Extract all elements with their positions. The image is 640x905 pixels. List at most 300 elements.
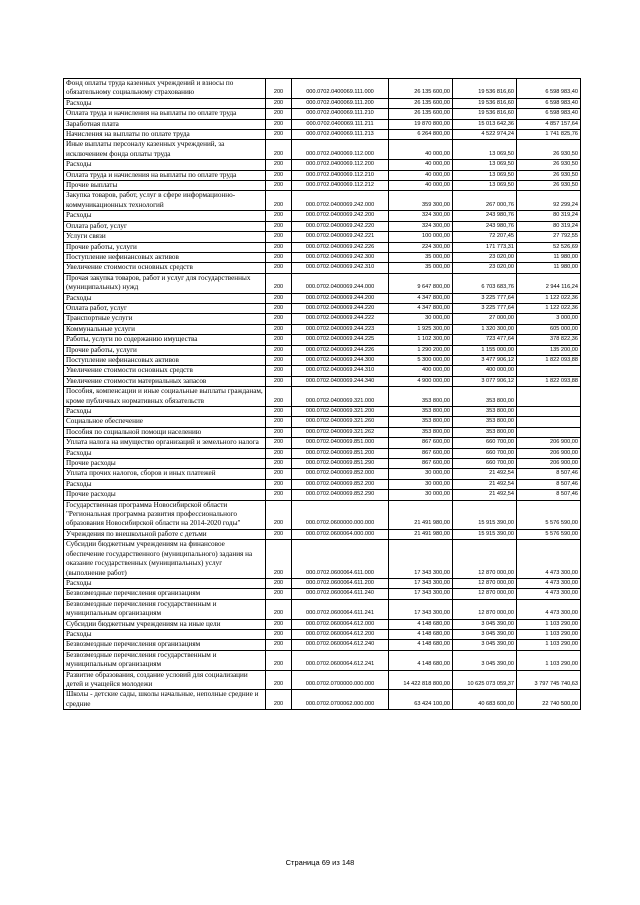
approved-amount-cell: 40 000,00 [389,140,453,160]
row-kbk-cell: 000.0702.0400069.852.000 [292,469,389,479]
row-kbk-cell: 000.0702.0400069.111.213 [292,130,389,140]
approved-amount-cell: 324 300,00 [389,211,453,221]
remaining-amount-cell: 11 980,00 [517,252,581,262]
row-code-cell: 200 [266,376,292,386]
remaining-amount-cell: 5 576 590,00 [517,500,581,529]
approved-amount-cell: 26 135 600,00 [389,98,453,108]
row-name-cell: Прочие выплаты [64,181,266,191]
remaining-amount-cell: 206 900,00 [517,438,581,448]
approved-amount-cell: 4 148 680,00 [389,629,453,639]
row-name-cell: Увеличение стоимости основных средств [64,263,266,273]
row-kbk-cell: 000.0702.0400069.242.200 [292,211,389,221]
table-row [64,438,581,448]
remaining-amount-cell [517,387,581,407]
row-kbk-cell: 000.0702.0600064.612.240 [292,640,389,650]
table-row [64,629,581,639]
table-row [64,387,581,407]
remaining-amount-cell: 135 200,00 [517,345,581,355]
row-name-cell: Прочие расходы [64,490,266,500]
executed-amount-cell: 13 069,50 [453,181,517,191]
row-name-cell: Школы - детские сады, школы начальные, неполные средние и средние [64,690,266,710]
table-row [64,293,581,303]
approved-amount-cell: 26 135 600,00 [389,79,453,99]
row-name-cell: Прочие работы, услуги [64,345,266,355]
executed-amount-cell: 353 800,00 [453,417,517,427]
table-row [64,232,581,242]
executed-amount-cell: 12 870 000,00 [453,578,517,588]
row-kbk-cell: 000.0702.0400069.242.000 [292,191,389,211]
table-row [64,181,581,191]
executed-amount-cell: 13 069,50 [453,160,517,170]
row-code-cell: 200 [266,438,292,448]
row-name-cell: Транспортные услуги [64,314,266,324]
row-kbk-cell: 000.0702.0700000.000.000 [292,670,389,690]
row-name-cell: Оплата работ, услуг [64,221,266,231]
executed-amount-cell: 243 980,76 [453,211,517,221]
remaining-amount-cell: 92 299,24 [517,191,581,211]
approved-amount-cell: 1 925 300,00 [389,324,453,334]
row-name-cell: Расходы [64,211,266,221]
table-row [64,366,581,376]
row-name-cell: Увеличение стоимости материальных запасов [64,376,266,386]
row-name-cell: Расходы [64,293,266,303]
executed-amount-cell: 19 536 816,60 [453,79,517,99]
table-row [64,273,581,293]
remaining-amount-cell: 1 103 290,00 [517,650,581,670]
executed-amount-cell: 12 870 000,00 [453,589,517,599]
row-code-cell: 200 [266,670,292,690]
row-code-cell: 200 [266,417,292,427]
remaining-amount-cell: 6 598 983,40 [517,79,581,99]
row-kbk-cell: 000.0702.0600064.612.000 [292,619,389,629]
row-kbk-cell: 000.0702.0400069.244.222 [292,314,389,324]
executed-amount-cell: 27 000,00 [453,314,517,324]
executed-amount-cell: 660 700,00 [453,459,517,469]
approved-amount-cell: 4 347 800,00 [389,303,453,313]
row-kbk-cell: 000.0702.0400069.112.200 [292,160,389,170]
row-code-cell: 200 [266,469,292,479]
remaining-amount-cell: 8 507,46 [517,469,581,479]
executed-amount-cell: 12 870 000,00 [453,540,517,579]
table-row [64,540,581,579]
row-code-cell: 200 [266,160,292,170]
row-name-cell: Оплата работ, услуг [64,303,266,313]
table-row [64,640,581,650]
executed-amount-cell: 19 536 816,60 [453,98,517,108]
row-kbk-cell: 000.0702.0400069.244.223 [292,324,389,334]
row-name-cell: Развитие образования, создание условий для социализации детей и учащейся молодежи [64,670,266,690]
remaining-amount-cell: 26 930,50 [517,140,581,160]
budget-execution-table-container [63,78,580,710]
approved-amount-cell: 353 800,00 [389,407,453,417]
row-code-cell: 200 [266,540,292,579]
remaining-amount-cell: 11 980,00 [517,263,581,273]
row-code-cell: 200 [266,242,292,252]
row-code-cell: 200 [266,335,292,345]
row-code-cell: 200 [266,650,292,670]
approved-amount-cell: 14 422 818 800,00 [389,670,453,690]
remaining-amount-cell: 26 930,50 [517,181,581,191]
remaining-amount-cell: 1 103 290,00 [517,629,581,639]
row-kbk-cell: 000.0702.0600064.612.241 [292,650,389,670]
row-code-cell: 200 [266,170,292,180]
row-name-cell: Уплата налога на имущество организаций и земельного налога [64,438,266,448]
row-code-cell: 200 [266,500,292,529]
approved-amount-cell: 324 300,00 [389,221,453,231]
approved-amount-cell: 17 343 300,00 [389,540,453,579]
executed-amount-cell: 723 477,64 [453,335,517,345]
row-name-cell: Уплата прочих налогов, сборов и иных платежей [64,469,266,479]
executed-amount-cell: 13 069,50 [453,140,517,160]
row-name-cell: Работы, услуги по содержанию имущества [64,335,266,345]
approved-amount-cell: 6 264 800,00 [389,130,453,140]
row-kbk-cell: 000.0702.0400069.244.340 [292,376,389,386]
row-kbk-cell: 000.0702.0400069.321.260 [292,417,389,427]
remaining-amount-cell: 4 473 300,00 [517,540,581,579]
row-code-cell: 200 [266,303,292,313]
row-kbk-cell: 000.0702.0400069.111.210 [292,109,389,119]
row-name-cell: Безвозмездные перечисления государственным и муниципальным организациям [64,650,266,670]
row-name-cell: Расходы [64,448,266,458]
row-code-cell: 200 [266,448,292,458]
remaining-amount-cell: 6 598 983,40 [517,98,581,108]
row-kbk-cell: 000.0702.0400069.244.226 [292,345,389,355]
executed-amount-cell: 6 703 683,76 [453,273,517,293]
row-name-cell: Расходы [64,98,266,108]
approved-amount-cell: 224 300,00 [389,242,453,252]
row-kbk-cell: 000.0702.0600064.611.000 [292,540,389,579]
table-row [64,324,581,334]
table-row [64,140,581,160]
remaining-amount-cell: 8 507,46 [517,479,581,489]
remaining-amount-cell: 1 822 093,88 [517,376,581,386]
approved-amount-cell: 30 000,00 [389,479,453,489]
row-name-cell: Поступление нефинансовых активов [64,355,266,365]
row-name-cell: Коммунальные услуги [64,324,266,334]
page-number: Страница 69 из 148 [285,858,355,867]
row-kbk-cell: 000.0702.0400069.242.220 [292,221,389,231]
row-code-cell: 200 [266,293,292,303]
approved-amount-cell: 26 135 600,00 [389,109,453,119]
approved-amount-cell: 4 148 680,00 [389,640,453,650]
row-name-cell: Безвозмездные перечисления организациям [64,640,266,650]
table-row [64,529,581,539]
executed-amount-cell: 72 207,45 [453,232,517,242]
row-name-cell: Расходы [64,629,266,639]
row-code-cell: 200 [266,459,292,469]
row-code-cell: 200 [266,589,292,599]
row-name-cell: Расходы [64,407,266,417]
row-name-cell: Фонд оплаты труда казенных учреждений и взносы по обязательному социальному страхованию [64,79,266,99]
row-code-cell: 200 [266,140,292,160]
approved-amount-cell: 17 343 300,00 [389,599,453,619]
executed-amount-cell: 3 477 906,12 [453,355,517,365]
row-name-cell: Учреждения по внешкольной работе с детьми [64,529,266,539]
row-kbk-cell: 000.0702.0400069.244.000 [292,273,389,293]
table-row [64,589,581,599]
table-row [64,130,581,140]
table-row [64,599,581,619]
approved-amount-cell: 40 000,00 [389,181,453,191]
approved-amount-cell: 100 000,00 [389,232,453,242]
executed-amount-cell: 15 915 390,00 [453,500,517,529]
executed-amount-cell: 15 013 642,36 [453,119,517,129]
row-kbk-cell: 000.0702.0600064.000.000 [292,529,389,539]
table-row [64,211,581,221]
row-code-cell: 200 [266,98,292,108]
approved-amount-cell: 867 600,00 [389,459,453,469]
approved-amount-cell: 21 491 980,00 [389,529,453,539]
approved-amount-cell: 4 148 680,00 [389,650,453,670]
approved-amount-cell: 867 600,00 [389,438,453,448]
row-kbk-cell: 000.0702.0400069.111.211 [292,119,389,129]
row-kbk-cell: 000.0702.0600000.000.000 [292,500,389,529]
remaining-amount-cell: 1 822 093,88 [517,355,581,365]
remaining-amount-cell: 206 900,00 [517,448,581,458]
approved-amount-cell: 867 600,00 [389,448,453,458]
remaining-amount-cell [517,417,581,427]
row-code-cell: 200 [266,181,292,191]
approved-amount-cell: 5 300 000,00 [389,355,453,365]
row-kbk-cell: 000.0702.0600064.611.241 [292,599,389,619]
row-code-cell: 200 [266,619,292,629]
row-kbk-cell: 000.0702.0600064.611.200 [292,578,389,588]
row-kbk-cell: 000.0702.0400069.244.300 [292,355,389,365]
remaining-amount-cell: 1 103 290,00 [517,619,581,629]
approved-amount-cell: 40 000,00 [389,170,453,180]
row-code-cell: 200 [266,109,292,119]
executed-amount-cell: 23 020,00 [453,252,517,262]
row-kbk-cell: 000.0702.0400069.244.220 [292,303,389,313]
executed-amount-cell: 3 045 390,00 [453,640,517,650]
row-code-cell: 200 [266,599,292,619]
row-kbk-cell: 000.0702.0600064.612.200 [292,629,389,639]
row-code-cell: 200 [266,263,292,273]
approved-amount-cell: 1 290 200,00 [389,345,453,355]
row-kbk-cell: 000.0702.0400069.321.262 [292,427,389,437]
approved-amount-cell: 359 300,00 [389,191,453,211]
row-name-cell: Расходы [64,578,266,588]
table-row [64,242,581,252]
row-code-cell: 200 [266,221,292,231]
row-name-cell: Увеличение стоимости основных средств [64,366,266,376]
remaining-amount-cell: 26 930,50 [517,160,581,170]
executed-amount-cell: 3 045 390,00 [453,629,517,639]
row-name-cell: Безвозмездные перечисления государственным и муниципальным организациям [64,599,266,619]
row-name-cell: Государственная программа Новосибирской области "Региональная программа развития профессионального образования Новосибирской области на 2014-2020 годы" [64,500,266,529]
approved-amount-cell: 1 102 300,00 [389,335,453,345]
table-row [64,345,581,355]
executed-amount-cell: 21 492,54 [453,479,517,489]
row-code-cell: 200 [266,407,292,417]
row-code-cell: 200 [266,119,292,129]
row-kbk-cell: 000.0702.0400069.111.000 [292,79,389,99]
row-kbk-cell: 000.0702.0400069.851.000 [292,438,389,448]
row-name-cell: Начисления на выплаты по оплате труда [64,130,266,140]
remaining-amount-cell: 26 930,50 [517,170,581,180]
table-row [64,191,581,211]
approved-amount-cell: 4 900 000,00 [389,376,453,386]
executed-amount-cell: 3 225 777,64 [453,293,517,303]
table-row [64,490,581,500]
executed-amount-cell: 660 700,00 [453,448,517,458]
table-row [64,263,581,273]
row-name-cell: Пособия, компенсации и иные социальные выплаты гражданам, кроме публичных нормативных обязательств [64,387,266,407]
executed-amount-cell: 353 800,00 [453,387,517,407]
row-kbk-cell: 000.0702.0400069.244.200 [292,293,389,303]
table-row [64,670,581,690]
row-kbk-cell: 000.0702.0600064.611.240 [292,589,389,599]
table-row [64,650,581,670]
approved-amount-cell: 9 647 800,00 [389,273,453,293]
executed-amount-cell: 19 536 816,60 [453,109,517,119]
executed-amount-cell: 4 522 974,24 [453,130,517,140]
row-name-cell: Прочие расходы [64,459,266,469]
row-code-cell: 200 [266,79,292,99]
row-kbk-cell: 000.0702.0400069.242.221 [292,232,389,242]
executed-amount-cell: 40 683 600,00 [453,690,517,710]
executed-amount-cell: 15 915 390,00 [453,529,517,539]
executed-amount-cell: 23 020,00 [453,263,517,273]
table-row [64,459,581,469]
row-code-cell: 200 [266,130,292,140]
table-row [64,221,581,231]
row-code-cell: 200 [266,387,292,407]
executed-amount-cell: 13 069,50 [453,170,517,180]
row-code-cell: 200 [266,490,292,500]
remaining-amount-cell: 22 740 500,00 [517,690,581,710]
row-kbk-cell: 000.0702.0400069.852.290 [292,490,389,500]
row-code-cell: 200 [266,479,292,489]
table-row [64,407,581,417]
executed-amount-cell: 3 045 390,00 [453,619,517,629]
approved-amount-cell: 4 347 800,00 [389,293,453,303]
executed-amount-cell: 10 625 073 059,37 [453,670,517,690]
row-code-cell: 200 [266,629,292,639]
table-row [64,355,581,365]
row-kbk-cell: 000.0702.0400069.851.200 [292,448,389,458]
row-code-cell: 200 [266,640,292,650]
table-row [64,690,581,710]
executed-amount-cell: 400 000,00 [453,366,517,376]
row-name-cell: Закупка товаров, работ, услуг в сфере информационно-коммуникационных технологий [64,191,266,211]
table-row [64,98,581,108]
row-name-cell: Субсидии бюджетным учреждениям на финансовое обеспечение государственного (муниципального) задания на оказание государственных (муниципальных) услуг (выполнение работ) [64,540,266,579]
approved-amount-cell: 30 000,00 [389,469,453,479]
table-row [64,314,581,324]
row-kbk-cell: 000.0702.0400069.242.226 [292,242,389,252]
approved-amount-cell: 353 800,00 [389,417,453,427]
row-name-cell: Безвозмездные перечисления организациям [64,589,266,599]
table-row [64,448,581,458]
row-kbk-cell: 000.0702.0400069.852.200 [292,479,389,489]
table-row [64,335,581,345]
row-code-cell: 200 [266,529,292,539]
remaining-amount-cell: 80 319,24 [517,211,581,221]
row-kbk-cell: 000.0702.0400069.112.210 [292,170,389,180]
approved-amount-cell: 4 148 680,00 [389,619,453,629]
remaining-amount-cell: 1 122 022,36 [517,303,581,313]
approved-amount-cell: 40 000,00 [389,160,453,170]
row-kbk-cell: 000.0702.0400069.111.200 [292,98,389,108]
table-row [64,109,581,119]
remaining-amount-cell: 5 576 590,00 [517,529,581,539]
approved-amount-cell: 19 870 800,00 [389,119,453,129]
executed-amount-cell: 267 000,76 [453,191,517,211]
remaining-amount-cell [517,407,581,417]
approved-amount-cell: 35 000,00 [389,263,453,273]
row-name-cell: Оплата труда и начисления на выплаты по оплате труда [64,170,266,180]
row-kbk-cell: 000.0702.0400069.112.000 [292,140,389,160]
approved-amount-cell: 63 424 100,00 [389,690,453,710]
remaining-amount-cell: 3 797 745 740,63 [517,670,581,690]
executed-amount-cell: 1 320 300,00 [453,324,517,334]
table-row [64,469,581,479]
row-kbk-cell: 000.0702.0400069.242.300 [292,252,389,262]
approved-amount-cell: 400 000,00 [389,366,453,376]
remaining-amount-cell: 1 741 825,76 [517,130,581,140]
approved-amount-cell: 21 491 980,00 [389,500,453,529]
remaining-amount-cell: 1 103 290,00 [517,640,581,650]
row-name-cell: Субсидии бюджетным учреждениям на иные цели [64,619,266,629]
executed-amount-cell: 1 155 000,00 [453,345,517,355]
remaining-amount-cell: 80 319,24 [517,221,581,231]
approved-amount-cell: 17 343 300,00 [389,578,453,588]
row-name-cell: Социальное обеспечение [64,417,266,427]
row-kbk-cell: 000.0702.0400069.851.290 [292,459,389,469]
remaining-amount-cell: 27 792,55 [517,232,581,242]
table-row [64,160,581,170]
row-name-cell: Пособия по социальной помощи населению [64,427,266,437]
executed-amount-cell: 21 492,54 [453,490,517,500]
table-row [64,417,581,427]
row-kbk-cell: 000.0702.0400069.112.212 [292,181,389,191]
executed-amount-cell: 3 225 777,64 [453,303,517,313]
executed-amount-cell: 21 492,54 [453,469,517,479]
approved-amount-cell: 35 000,00 [389,252,453,262]
table-row [64,500,581,529]
row-kbk-cell: 000.0702.0700062.000.000 [292,690,389,710]
row-kbk-cell: 000.0702.0400069.242.310 [292,263,389,273]
table-row [64,479,581,489]
row-name-cell: Поступление нефинансовых активов [64,252,266,262]
row-name-cell: Иные выплаты персоналу казенных учреждений, за исключением фонда оплаты труда [64,140,266,160]
approved-amount-cell: 30 000,00 [389,490,453,500]
remaining-amount-cell: 52 526,69 [517,242,581,252]
approved-amount-cell: 353 800,00 [389,387,453,407]
remaining-amount-cell: 4 473 300,00 [517,578,581,588]
budget-execution-table [63,78,581,710]
remaining-amount-cell [517,366,581,376]
remaining-amount-cell: 4 473 300,00 [517,589,581,599]
table-row [64,303,581,313]
row-code-cell: 200 [266,314,292,324]
table-row [64,252,581,262]
row-code-cell: 200 [266,191,292,211]
row-code-cell: 200 [266,366,292,376]
table-row [64,79,581,99]
remaining-amount-cell: 1 122 022,36 [517,293,581,303]
row-code-cell: 200 [266,232,292,242]
row-code-cell: 200 [266,324,292,334]
executed-amount-cell: 660 700,00 [453,438,517,448]
remaining-amount-cell: 4 473 300,00 [517,599,581,619]
row-name-cell: Заработная плата [64,119,266,129]
table-row [64,376,581,386]
executed-amount-cell: 171 773,31 [453,242,517,252]
row-code-cell: 200 [266,252,292,262]
remaining-amount-cell: 6 598 983,40 [517,109,581,119]
